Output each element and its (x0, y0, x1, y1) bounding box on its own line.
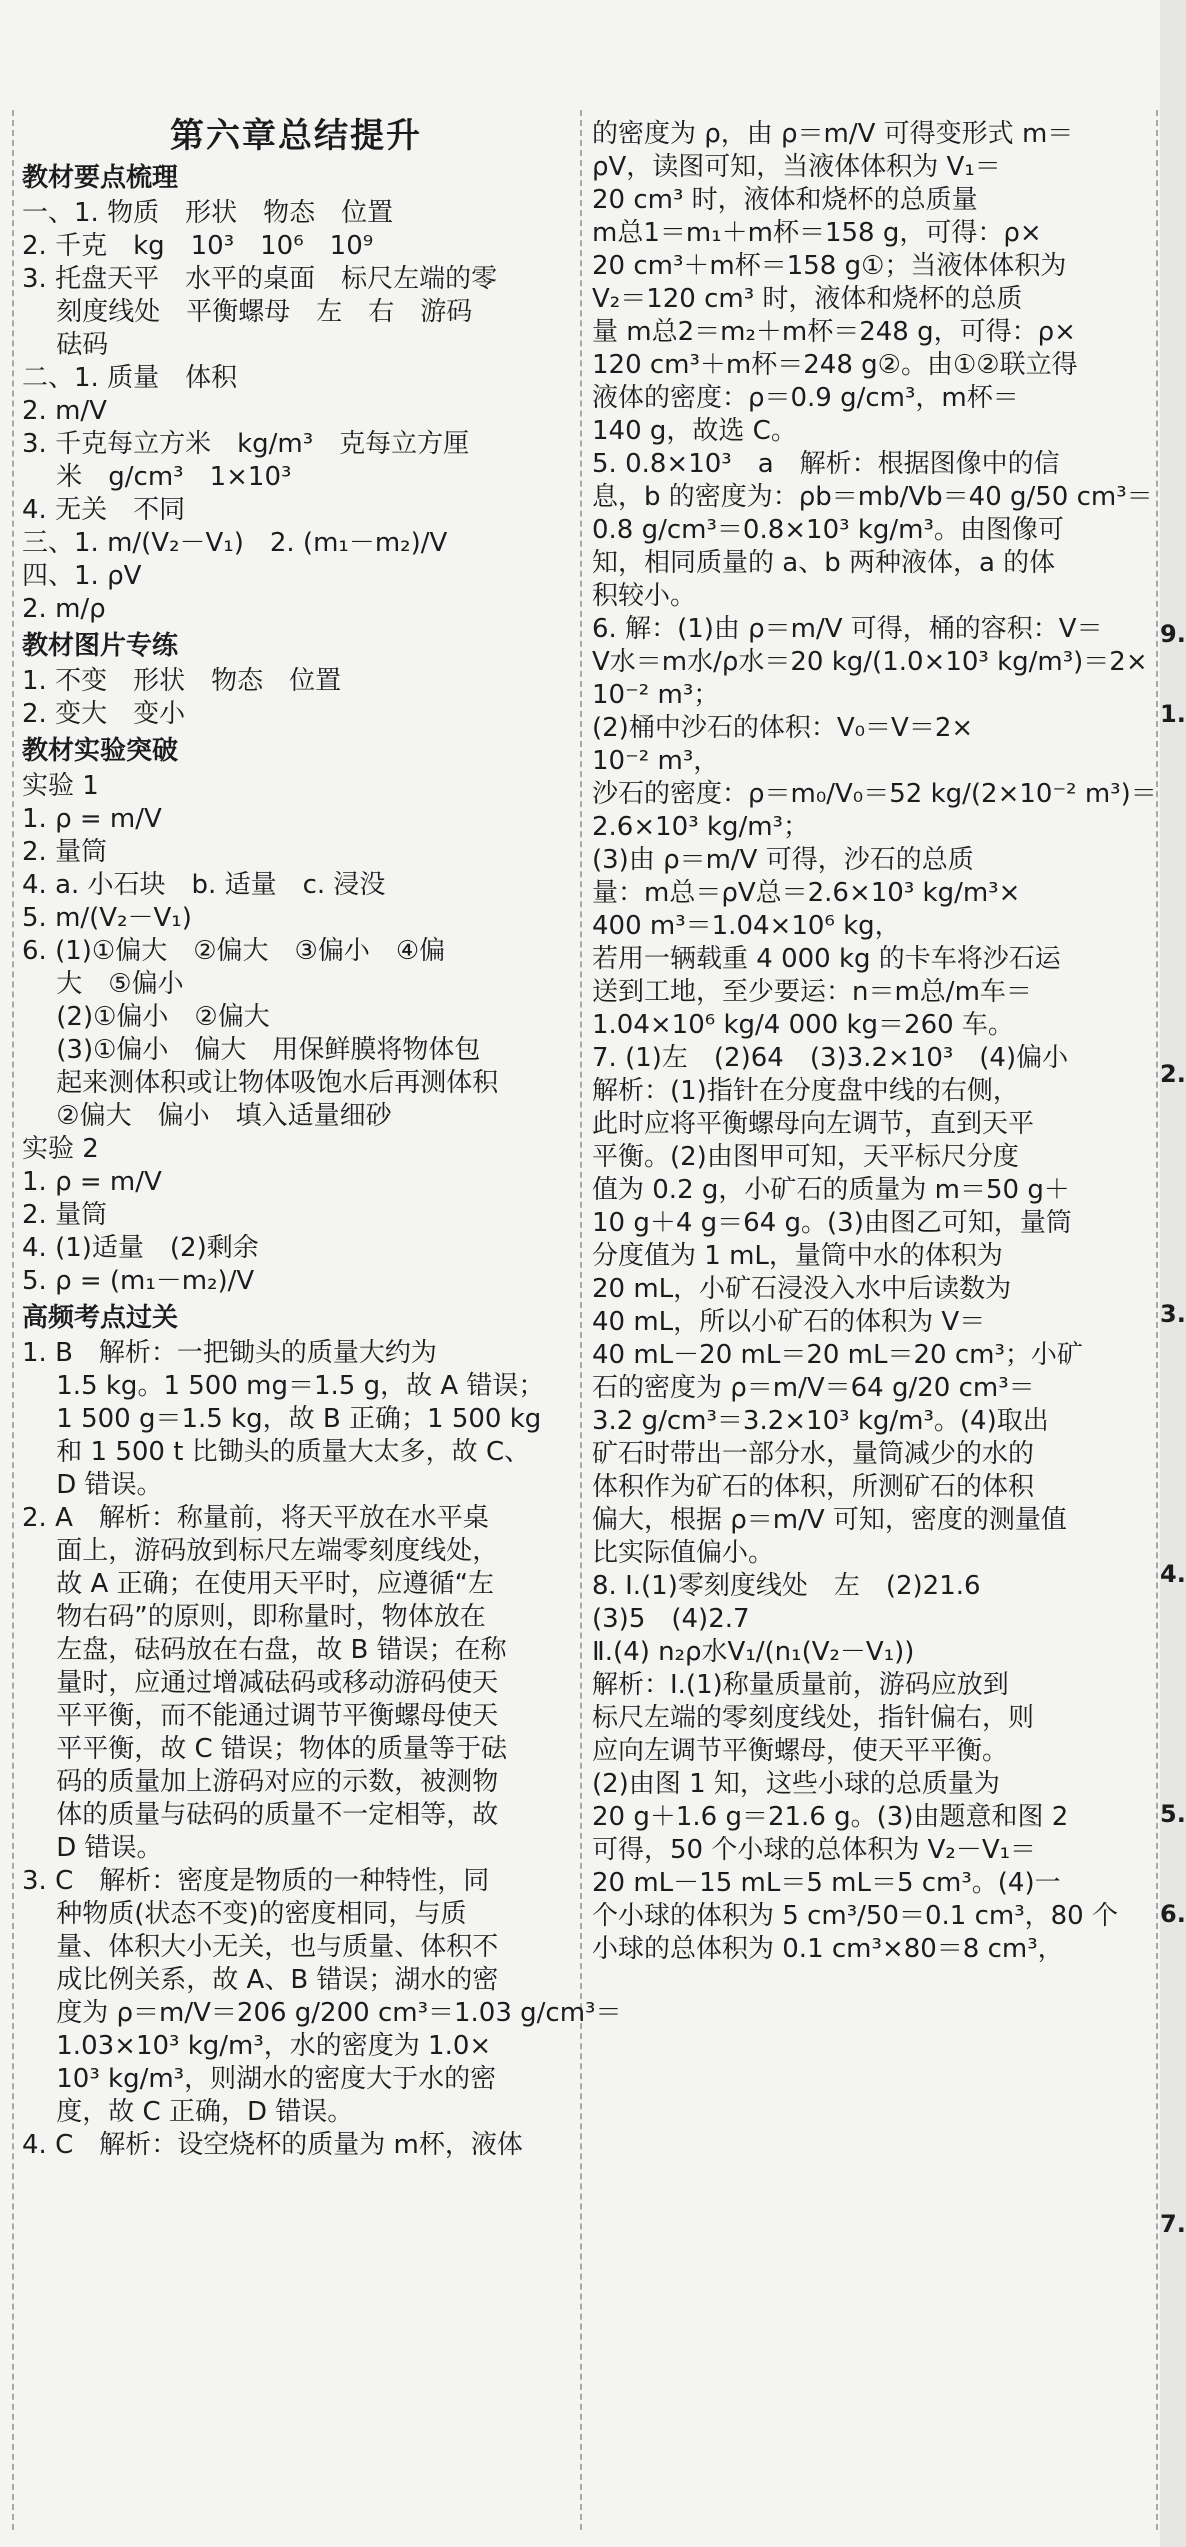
answer-line: 20 mL，小矿石浸没入水中后读数为 (592, 1274, 1012, 1304)
center-divider (580, 110, 582, 2530)
answer-line: 实验 1 (22, 771, 99, 801)
answer-line: 4. (1)适量 (2)剩余 (22, 1233, 259, 1263)
answer-line: 沙石的密度：ρ＝m₀/V₀＝52 kg/(2×10⁻² m³)＝ (592, 779, 1157, 809)
answer-line: D 错误。 (22, 1470, 163, 1500)
answer-line: 5. 0.8×10³ a 解析：根据图像中的信 (592, 449, 1060, 479)
answer-line: 比实际值偏小。 (592, 1538, 775, 1568)
answer-line: 1. ρ = m/V (22, 1167, 162, 1197)
adjacent-question-number: 2. (1160, 1060, 1186, 1088)
answer-line: 小球的总体积为 0.1 cm³×80＝8 cm³， (592, 1934, 1064, 1964)
answer-line: 种物质(状态不变)的密度相同，与质 (22, 1899, 467, 1929)
answer-line: 1 500 g＝1.5 kg，故 B 正确；1 500 kg (22, 1404, 542, 1434)
section-heading: 教材图片专练 (22, 631, 179, 661)
answer-line: 标尺左端的零刻度线处，指针偏右，则 (592, 1703, 1035, 1733)
answer-line: 120 cm³＋m杯＝248 g②。由①②联立得 (592, 350, 1078, 380)
answer-line: 量时，应通过增减砝码或移动游码使天 (22, 1668, 499, 1698)
answer-line: 米 g/cm³ 1×10³ (22, 462, 292, 492)
answer-line: 2.6×10³ kg/m³； (592, 812, 809, 842)
answer-line: 5. ρ = (m₁－m₂)/V (22, 1266, 255, 1296)
answer-line: 2. 千克 kg 10³ 10⁶ 10⁹ (22, 231, 374, 261)
answer-line: 积较小。 (592, 581, 697, 611)
answer-line: 平平衡，故 C 错误；物体的质量等于砝 (22, 1734, 507, 1764)
adjacent-question-number: 6. (1160, 1900, 1186, 1928)
answer-line: 度，故 C 正确，D 错误。 (22, 2097, 354, 2127)
answer-line: 400 m³＝1.04×10⁶ kg， (592, 911, 901, 941)
left-divider (12, 110, 14, 2530)
answer-line: 3. 托盘天平 水平的桌面 标尺左端的零 (22, 264, 498, 294)
answer-line: 偏大，根据 ρ＝m/V 可知，密度的测量值 (592, 1505, 1067, 1535)
answer-line: 40 mL－20 mL＝20 mL＝20 cm³；小矿 (592, 1340, 1083, 1370)
answer-line: 4. a. 小石块 b. 适量 c. 浸没 (22, 870, 386, 900)
adjacent-question-number: 7. (1160, 2210, 1186, 2238)
section-heading: 教材实验突破 (22, 736, 179, 766)
answer-line: 3.2 g/cm³＝3.2×10³ kg/m³。(4)取出 (592, 1406, 1049, 1436)
answer-line: 2. m/V (22, 396, 107, 426)
answer-line: 石的密度为 ρ＝m/V＝64 g/20 cm³＝ (592, 1373, 1035, 1403)
answer-line: 二、1. 质量 体积 (22, 363, 238, 393)
answer-line: (3)①偏小 偏大 用保鲜膜将物体包 (22, 1035, 481, 1065)
answer-line: 1.04×10⁶ kg/4 000 kg＝260 车。 (592, 1010, 1014, 1040)
answer-line: 1. 不变 形状 物态 位置 (22, 666, 342, 696)
adjacent-question-number: 1. (1160, 700, 1186, 728)
adjacent-page-strip (1160, 0, 1186, 2547)
answer-line: 息，b 的密度为：ρb＝mb/Vb＝40 g/50 cm³＝ (592, 482, 1153, 512)
answer-line: 值为 0.2 g，小矿石的质量为 m＝50 g＋ (592, 1175, 1070, 1205)
answer-line: 刻度线处 平衡螺母 左 右 游码 (22, 297, 473, 327)
answer-line: 20 mL－15 mL＝5 mL＝5 cm³。(4)一 (592, 1868, 1061, 1898)
section-heading: 教材要点梳理 (22, 163, 179, 193)
answer-line: 液体的密度：ρ＝0.9 g/cm³，m杯＝ (592, 383, 1019, 413)
answer-line: 2. 变大 变小 (22, 699, 186, 729)
left-column (22, 108, 622, 2162)
answer-line: 10⁻² m³； (592, 680, 720, 710)
answer-line: 和 1 500 t 比锄头的质量大太多，故 C、 (22, 1437, 531, 1467)
answer-line: 20 cm³ 时，液体和烧杯的总质量 (592, 185, 978, 215)
answer-line: 2. A 解析：称量前，将天平放在水平桌 (22, 1503, 489, 1533)
answer-line: 1. B 解析：一把锄头的质量大约为 (22, 1338, 437, 1368)
answer-line: 3. 千克每立方米 kg/m³ 克每立方厘 (22, 429, 470, 459)
answer-line: 大 ⑤偏小 (22, 969, 184, 999)
answer-line: 四、1. ρV (22, 561, 142, 591)
answer-line: 的密度为 ρ，由 ρ＝m/V 可得变形式 m＝ (592, 119, 1074, 149)
answer-line: 8. Ⅰ.(1)零刻度线处 左 (2)21.6 (592, 1571, 981, 1601)
answer-line: 个小球的体积为 5 cm³/50＝0.1 cm³，80 个 (592, 1901, 1118, 1931)
answer-line: 140 g，故选 C。 (592, 416, 797, 446)
answer-line: 可得，50 个小球的总体积为 V₂－V₁＝ (592, 1835, 1037, 1865)
answer-line: 量、体积大小无关，也与质量、体积不 (22, 1932, 499, 1962)
answer-line: m总1＝m₁＋m杯＝158 g，可得：ρ× (592, 218, 1042, 248)
answer-line: Ⅱ.(4) n₂ρ水V₁/(n₁(V₂－V₁)) (592, 1637, 915, 1667)
answer-line: (3)由 ρ＝m/V 可得，沙石的总质 (592, 845, 974, 875)
adjacent-question-number: 3. (1160, 1300, 1186, 1328)
answer-line: 1.03×10³ kg/m³，水的密度为 1.0× (22, 2031, 492, 2061)
answer-line: 量：m总＝ρV总＝2.6×10³ kg/m³× (592, 878, 1021, 908)
answer-line: V₂＝120 cm³ 时，液体和烧杯的总质 (592, 284, 1023, 314)
answer-line: 0.8 g/cm³＝0.8×10³ kg/m³。由图像可 (592, 515, 1064, 545)
answer-line: 面上，游码放到标尺左端零刻度线处， (22, 1536, 499, 1566)
answer-line: 若用一辆载重 4 000 kg 的卡车将沙石运 (592, 944, 1061, 974)
answer-line: 一、1. 物质 形状 物态 位置 (22, 198, 394, 228)
answer-line: (2)①偏小 ②偏大 (22, 1002, 270, 1032)
answer-line: 5. m/(V₂－V₁) (22, 903, 192, 933)
answer-line: 起来测体积或让物体吸饱水后再测体积 (22, 1068, 499, 1098)
answer-line: (2)由图 1 知，这些小球的总质量为 (592, 1769, 1000, 1799)
page-title: 第六章总结提升 (170, 116, 422, 156)
answer-line: 10 g＋4 g＝64 g。(3)由图乙可知，量筒 (592, 1208, 1072, 1238)
answer-line: 量 m总2＝m₂＋m杯＝248 g，可得：ρ× (592, 317, 1076, 347)
answer-line: 成比例关系，故 A、B 错误；湖水的密 (22, 1965, 499, 1995)
answer-line: 20 g＋1.6 g＝21.6 g。(3)由题意和图 2 (592, 1802, 1069, 1832)
answer-line: 知，相同质量的 a、b 两种液体，a 的体 (592, 548, 1056, 578)
answer-line: (3)5 (4)2.7 (592, 1604, 750, 1634)
answer-line: 2. m/ρ (22, 594, 106, 624)
answer-line: V水＝m水/ρ水＝20 kg/(1.0×10³ kg/m³)＝2× (592, 647, 1148, 677)
answer-line: 3. C 解析：密度是物质的一种特性，同 (22, 1866, 490, 1896)
answer-line: 故 A 正确；在使用天平时，应遵循“左 (22, 1569, 495, 1599)
answer-line: 7. (1)左 (2)64 (3)3.2×10³ (4)偏小 (592, 1043, 1069, 1073)
answer-line: D 错误。 (22, 1833, 163, 1863)
answer-line: 2. 量筒 (22, 1200, 108, 1230)
answer-line: 体的质量与砝码的质量不一定相等，故 (22, 1800, 499, 1830)
adjacent-question-number: 4. (1160, 1560, 1186, 1588)
answer-line: 40 mL，所以小矿石的体积为 V＝ (592, 1307, 986, 1337)
answer-line: 体积作为矿石的体积，所测矿石的体积 (592, 1472, 1035, 1502)
answer-line: 三、1. m/(V₂－V₁) 2. (m₁－m₂)/V (22, 528, 448, 558)
answer-line: 砝码 (22, 330, 109, 360)
answer-line: 4. C 解析：设空烧杯的质量为 m杯，液体 (22, 2130, 523, 2160)
answer-line: 物右码”的原则，即称量时，物体放在 (22, 1602, 486, 1632)
answer-line: 1. ρ = m/V (22, 804, 162, 834)
answer-line: 2. 量筒 (22, 837, 108, 867)
answer-line: 解析：(1)指针在分度盘中线的右侧， (592, 1076, 1019, 1106)
answer-line: 6. (1)①偏大 ②偏大 ③偏小 ④偏 (22, 936, 446, 966)
adjacent-question-number: 9. (1160, 620, 1186, 648)
right-divider (1156, 110, 1158, 2530)
answer-line: ②偏大 偏小 填入适量细砂 (22, 1101, 392, 1131)
answer-line: 4. 无关 不同 (22, 495, 186, 525)
answer-line: 20 cm³＋m杯＝158 g①；当液体体积为 (592, 251, 1067, 281)
answer-line: 1.5 kg。1 500 mg＝1.5 g，故 A 错误； (22, 1371, 545, 1401)
answer-line: 平衡。(2)由图甲可知，天平标尺分度 (592, 1142, 1019, 1172)
answer-line: 分度值为 1 mL，量筒中水的体积为 (592, 1241, 1003, 1271)
answer-line: 10³ kg/m³，则湖水的密度大于水的密 (22, 2064, 497, 2094)
answer-line: 左盘，砝码放在右盘，故 B 错误；在称 (22, 1635, 507, 1665)
adjacent-question-number: 5. (1160, 1800, 1186, 1828)
middle-column-body (592, 118, 1157, 1966)
answer-line: 矿石时带出一部分水，量筒减少的水的 (592, 1439, 1035, 1469)
answer-line: 送到工地，至少要运：n＝m总/m车＝ (592, 977, 1032, 1007)
answer-line: 码的质量加上游码对应的示数，被测物 (22, 1767, 499, 1797)
answer-line: 6. 解：(1)由 ρ＝m/V 可得，桶的容积：V＝ (592, 614, 1103, 644)
answer-line: 应向左调节平衡螺母，使天平平衡。 (592, 1736, 1009, 1766)
answer-line: ρV，读图可知，当液体体积为 V₁＝ (592, 152, 1001, 182)
left-column-body (22, 162, 622, 2162)
section-heading: 高频考点过关 (22, 1303, 179, 1333)
answer-line: 实验 2 (22, 1134, 99, 1164)
answer-line: 10⁻² m³， (592, 746, 720, 776)
answer-line: 此时应将平衡螺母向左调节，直到天平 (592, 1109, 1035, 1139)
middle-column (592, 118, 1157, 1966)
answer-line: (2)桶中沙石的体积：V₀＝V＝2× (592, 713, 974, 743)
answer-line: 度为 ρ＝m/V＝206 g/200 cm³＝1.03 g/cm³＝ (22, 1998, 622, 2028)
answer-line: 解析：Ⅰ.(1)称量质量前，游码应放到 (592, 1670, 1009, 1700)
answer-line: 平平衡，而不能通过调节平衡螺母使天 (22, 1701, 499, 1731)
